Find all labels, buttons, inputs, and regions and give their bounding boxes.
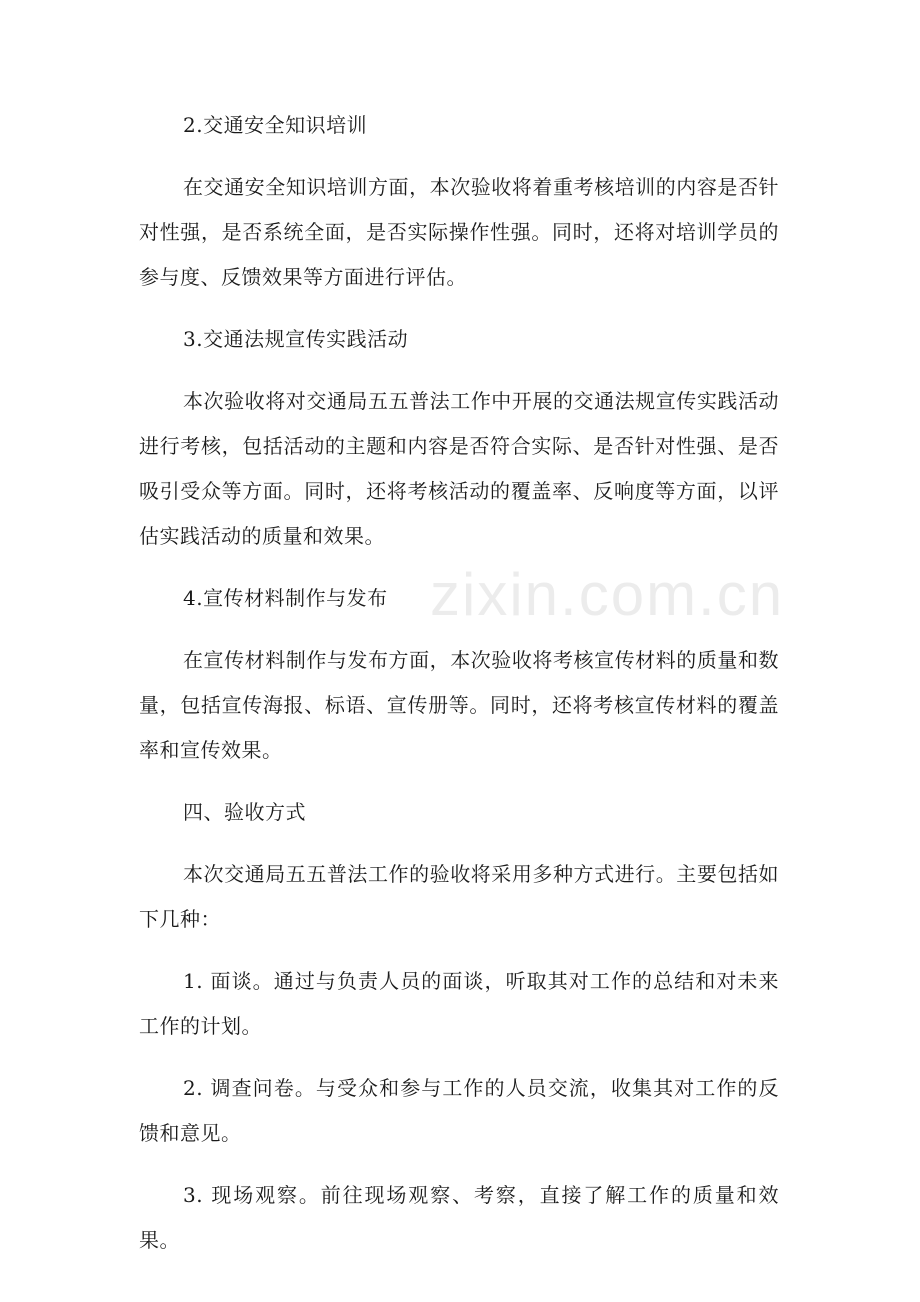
paragraph-practice: 本次验收将对交通局五五普法工作中开展的交通法规宣传实践活动进行考核，包括活动的主题和内容是否符合实际、是否针对性强、是否吸引受众等方面。同时，还将考核活动的覆盖率、反响度等方面，以评估实践活动的质量和效果。: [139, 389, 779, 548]
paragraph-materials: 在宣传材料制作与发布方面，本次验收将考核宣传材料的质量和数量，包括宣传海报、标语、宣传册等。同时，还将考核宣传材料的覆盖率和宣传效果。: [139, 648, 779, 762]
watermark: zixin.com.cn: [430, 561, 785, 628]
list-item-interview: 1. 面谈。通过与负责人员的面谈，听取其对工作的总结和对未来工作的计划。: [139, 969, 779, 1038]
section-heading-practice: 3.交通法规宣传实践活动: [183, 327, 409, 351]
paragraph-training: 在交通安全知识培训方面，本次验收将着重考核培训的内容是否针对性强，是否系统全面，是否实际操作性强。同时，还将对培训学员的参与度、反馈效果等方面进行评估。: [139, 175, 779, 289]
section-heading-materials: 4.宣传材料制作与发布: [183, 586, 388, 610]
list-item-onsite: 3. 现场观察。前往现场观察、考察，直接了解工作的质量和效果。: [139, 1183, 779, 1252]
section-heading-methods: 四、验收方式: [183, 800, 306, 824]
section-heading-training: 2.交通安全知识培训: [183, 113, 368, 137]
list-item-survey: 2. 调查问卷。与受众和参与工作的人员交流，收集其对工作的反馈和意见。: [139, 1076, 779, 1145]
document-body: [139, 103, 779, 1263]
paragraph-methods-intro: 本次交通局五五普法工作的验收将采用多种方式进行。主要包括如下几种：: [139, 862, 779, 931]
